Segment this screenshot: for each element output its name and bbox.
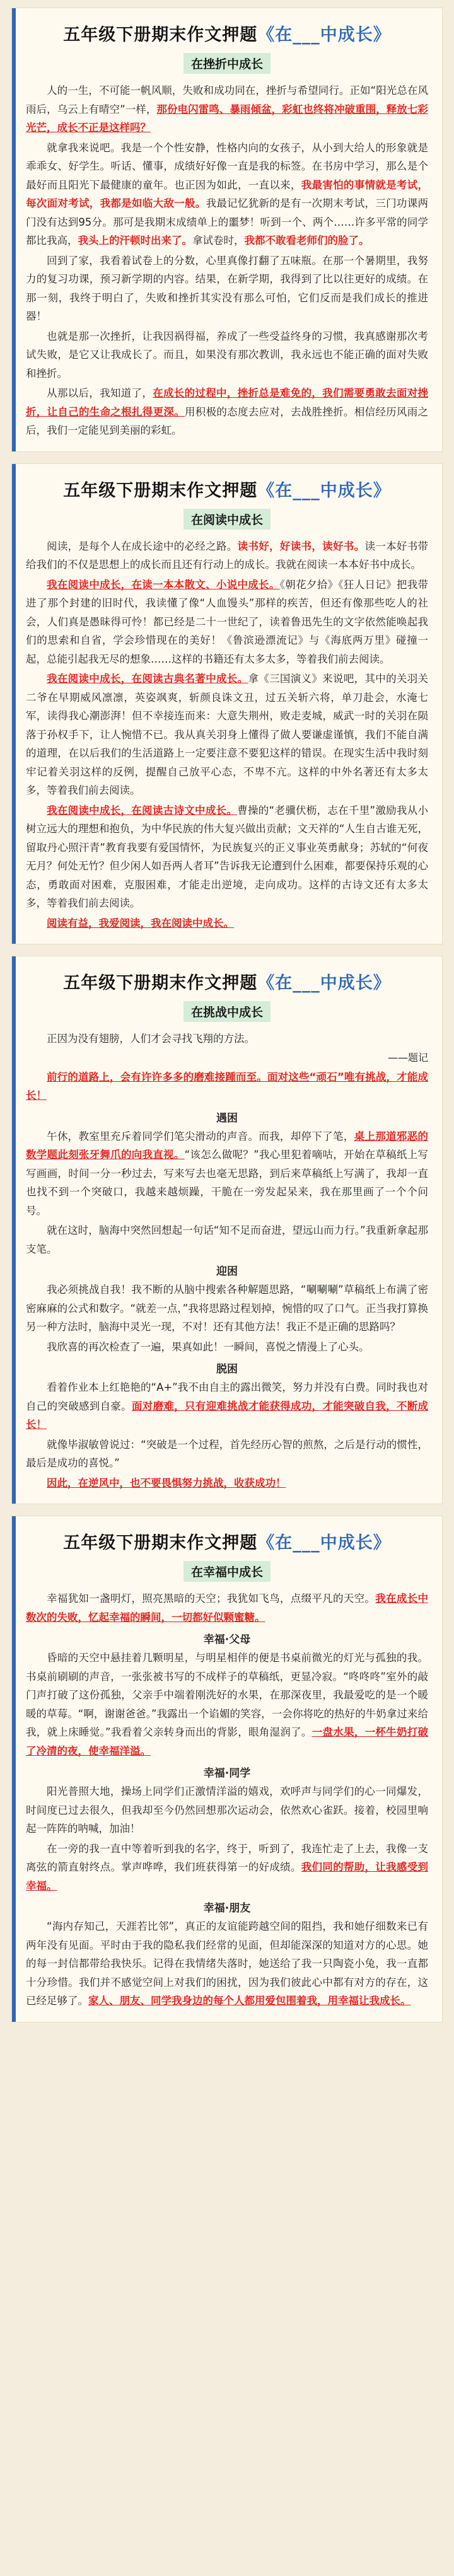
emphasis-text: 桌上那道邪恶的数学题此刻张牙舞爪的向我直视。 — [26, 1130, 429, 1161]
epigraph-credit: ——题记 — [387, 1051, 428, 1064]
paragraph — [26, 1474, 428, 1493]
title-prefix: 五年级下册期末作文押题 — [63, 973, 258, 993]
body-text: 我必须挑战自我！我不断的从脑中搜索各种解题思路，“唰唰唰”草稿纸上布满了密密麻麻的公式和数字。“就差一点，”我将思路过程划掉，惋惜的叹了口气。正当我打算换另一种方法时，脑海中灵光一现，不对！还有其他方法！我正不是正确的思路吗？ — [26, 1284, 428, 1333]
paragraph — [26, 914, 428, 933]
body-text: 拿试卷时， — [192, 235, 245, 247]
emphasis-text: 阅读有益，我爱阅读，我在阅读中成长。 — [47, 917, 234, 929]
section-heading: 幸福·同学 — [203, 1767, 251, 1780]
emphasis-text: 我在阅读中成长，在阅读古诗文中成长。 — [47, 804, 238, 816]
essay-body-section — [26, 1378, 428, 1492]
paragraph — [26, 384, 428, 440]
body-text: 曹操的“老骥伏枥，志在千里”激励我从小树立远大的理想和抱负，为中华民族的伟大复兴做出贡献；文天祥的“人生自古谁无死，留取丹心照汗青”教育我要有爱国情怀，为民族复兴的正义事业英勇献身；苏轼的“何夜无月？何处无竹？但少闲人如吾两人者耳”告诉我无论遭到什么困难，都要保持乐观的心态，勇敢面对困难，克服困难，才能走出逆境，走向成功。这样的古诗文还有太多太多，等着我们前去阅读。 — [26, 804, 428, 909]
body-text: “海内存知己，天涯若比邻”，真正的友谊能跨越空间的阻挡，我和她仔细数来已有两年没有见面。平时由于我的隐私我们经常的见面，但却能深深的知道对方的心思。她的每一封信都带给我快乐。记得在我情绪失落时，她送给了我一只陶瓷小兔，我一直都十分珍惜。我们并不感觉空间上对我们的困扰，因为我们彼此心中都有对方的存在，这已经足够了。 — [26, 1920, 428, 2007]
paragraph — [26, 670, 428, 800]
essay-body-intro — [26, 1589, 428, 1627]
paragraph — [26, 81, 428, 137]
essay-card-reading — [11, 463, 443, 945]
emphasis-text: 因此，在逆风中，也不要畏惧努力挑战，收获成功！ — [47, 1477, 286, 1489]
essay-body — [26, 81, 428, 440]
body-text: 阳光普照大地，操场上同学们正激情洋溢的嬉戏，欢呼声与同学们的心一同爆发，时间度已过去很久，但我却至今仍然回想那次运动会，依然欢心雀跃。接着，校园里响起一阵阵的呐喊，加油！ — [26, 1785, 428, 1835]
emphasis-text: 我在阅读中成长，在读一本本散文、小说中成长。 — [47, 578, 280, 591]
card-title — [26, 1529, 428, 1553]
paragraph — [26, 139, 428, 250]
emphasis-text: 面对磨难，只有迎难挑战才能获得成功，才能突破自我，不断成长！ — [26, 1400, 429, 1430]
emphasis-text: 读书好，好读书，读好书。 — [237, 540, 365, 552]
body-text: 就拿我来说吧。我是一个个性安静，性格内向的女孩子，从小到大给人的形象就是乖乖女、好学生。听话、懂事，成绩好好像一直是我的标签。在书房中学习，那么是个最好而且阳光下最健康的童年。也正因为如此，一直以来， — [26, 141, 428, 191]
essay-body-section — [26, 1280, 428, 1356]
paragraph — [26, 1782, 428, 1838]
emphasis-text: 我们同的帮助，让我感受到幸福。 — [26, 1861, 429, 1892]
paragraph — [26, 1221, 428, 1258]
body-text: 就在这时，脑海中突然回想起一句话“知不足而奋进，望远山而力行。”我重新拿起那支笔。 — [26, 1224, 428, 1255]
card-accent-bar — [12, 956, 16, 1504]
paragraph — [26, 1840, 428, 1896]
body-text: 我最记忆犹新的是有一次期末考试，三门功课两门没有达到95分。那可是我期末成绩单上的噩梦！听到一个、两个……许多平常的同学都比我高， — [26, 197, 429, 247]
card-accent-bar — [12, 8, 16, 451]
paragraph — [26, 1649, 428, 1760]
body-text: 午休，教室里充斥着同学们笔尖滑动的声音。而我，却停下了笔， — [47, 1130, 354, 1142]
page — [0, 8, 454, 2022]
epigraph: 正因为没有翅膀，人们才会寻找飞翔的方法。 — [47, 1033, 255, 1045]
emphasis-text: 家人、朋友、同学我身边的每个人都用爱包围着我，用幸福让我成长。 — [88, 1995, 411, 2007]
paragraph — [26, 801, 428, 913]
essay-body-section — [26, 1917, 428, 2010]
emphasis-text: 我在成长中数次的失败，忆起幸福的瞬间，一切都好似颗蜜糖。 — [26, 1593, 429, 1623]
paragraph — [26, 1436, 428, 1473]
essay-body-section — [26, 1782, 428, 1895]
essay-subtitle: 在挫折中成长 — [183, 53, 271, 74]
body-text: “该怎么做呢？”我心里犯着嘀咕，开始在草稿纸上写写画画，时间一分一秒过去，写来写去也毫无思路，到后来草稿纸上写满了，我却一直也找不到一个突破口，我越来越烦躁，干脆在一旁发起呆来，我在那里画了一个个问号。 — [26, 1149, 428, 1217]
essay-subtitle: 在挑战中成长 — [183, 1001, 271, 1022]
section-heading: 迎困 — [216, 1265, 238, 1278]
paragraph — [26, 1917, 428, 2010]
body-text: 从那以后，我知道了， — [47, 387, 153, 399]
emphasis-text: 一盘水果，一杯牛奶打破了冷清的夜，使幸福洋溢。 — [26, 1726, 428, 1757]
title-prefix: 五年级下册期末作文押题 — [63, 480, 258, 501]
emphasis-text: 我最害怕的事情就是考试，每次面对考试，我都是如临大敌一般。 — [26, 178, 429, 209]
body-text: 拿《三国演义》来说吧，其中的关羽关二爷在早期威风凛凛，英姿飒爽，斩颜良诛文丑，过五关斩六将，单刀赴会，水淹七军，读得我心潮澎湃！但不幸接连而来：大意失荆州，败走麦城，威武一时的关羽在陨落于孙权手下，让人惋惜不已。我从真关羽身上懂得了做人要谦虚谨慎，我们不能自满的道理，在以后我们的生活道路上一定要注意不要犯这样的错误。在现实生活中我时刻牢记着关羽这样的反例，提醒自己放平心态，不卑不亢。这样的中外名著还有太多太多，等着我们前去阅读。 — [26, 673, 429, 796]
essay-subtitle: 在阅读中成长 — [183, 509, 271, 530]
title-highlight: 《在___中成长》 — [257, 480, 391, 501]
section-heading: 脱困 — [216, 1363, 238, 1376]
paragraph — [26, 327, 428, 383]
section-heading: 遇困 — [216, 1111, 238, 1125]
paragraph — [26, 1280, 428, 1337]
emphasis-text: 我头上的汗顿时出来了。 — [78, 235, 192, 247]
essay-card-challenge — [11, 956, 443, 1504]
emphasis-text: 那份电闪雷鸣、暴雨倾盆，彩虹也终将冲破重围，释放七彩光芒，成长不正是这样吗？ — [26, 103, 428, 134]
essay-subtitle: 在幸福中成长 — [183, 1561, 271, 1582]
essay-body-section — [26, 1649, 428, 1760]
body-text: 也就是那一次挫折，让我因祸得福，养成了一些受益终身的习惯，我真感谢那次考试失败，是它又让我成长了。而且，如果没有那次教训，我永远也不能正确的面对失败和挫折。 — [26, 330, 428, 380]
body-text: 阅读，是每个人在成长途中的必经之路。 — [47, 540, 238, 552]
paragraph — [26, 1589, 428, 1627]
paragraph — [26, 252, 428, 326]
body-text: 我欣喜的再次检查了一遍，果真如此！一瞬间，喜悦之情漫上了心头。 — [47, 1340, 370, 1353]
body-text: 回到了家，我看着试卷上的分数，心里真像打翻了五味瓶。在那一个暑期里，我努力的复习功课，预习新学期的内容。结果，在新学期，我得到了比以往更好的成绩。在那一刻，我终于明白了，失败和挫折其实没有那么可怕，它们反而是我们成长的推进器！ — [26, 254, 428, 322]
card-accent-bar — [12, 1516, 16, 2022]
emphasis-text: 前行的道路上，会有许许多多的磨难接踵而至。面对这些“顽石”唯有挑战，才能成长！ — [26, 1070, 428, 1101]
title-highlight: 《在___中成长》 — [257, 25, 391, 45]
essay-body-section — [26, 1127, 428, 1259]
card-accent-bar — [12, 464, 16, 944]
body-text: 在一旁的我一直中等着听到我的名字，终于，听到了，我连忙走了上去，我像一支离弦的箭直射终点。掌声哗哗，我们班获得第一的好成绩。 — [26, 1842, 428, 1873]
emphasis-text: 在成长的过程中，挫折总是难免的，我们需要勇敢去面对挫折，让自己的生命之根扎得更深。 — [26, 387, 429, 418]
body-text: 幸福犹如一盏明灯，照亮黑暗的天空；我犹如飞鸟，点缀平凡的天空。 — [47, 1593, 376, 1604]
paragraph — [26, 1338, 428, 1357]
emphasis-text: 我在阅读中成长，在阅读古典名著中成长。 — [47, 673, 248, 685]
title-prefix: 五年级下册期末作文押题 — [63, 25, 258, 45]
paragraph — [26, 537, 428, 574]
body-text: 《朝花夕拾》《狂人日记》把我带进了那个封建的旧时代，我读懂了像“人血馒头”那样的疾苦，但还有像那些吃人的社会，人们真是愚昧得可怜！都已经是二十一世纪了，读着鲁迅先生的文字依然能唤起我们的思索和自省，学会珍惜现在的美好！《鲁滨逊漂流记》与《海底两万里》碰撞一起，总能引起我无尽的想象……这样的书籍还有太多太多，等着我们前去阅读。 — [26, 578, 429, 665]
section-heading: 幸福·朋友 — [203, 1902, 251, 1915]
body-text: 昏暗的天空中悬挂着几颗明星，与明星相伴的便是书桌前微光的灯光与孤独的我。书桌前刷刷的声音，一张张被书写的不成样子的草稿纸，更显冷寂。“咚咚咚”室外的敲门声打破了这份孤独，父亲手中端着刚洗好的水果，在那深夜里，我最爱吃的是一个暖暖的草莓。“啊，谢谢爸爸。”我露出一个谄媚的笑容，一会你将吃的热好的牛奶拿过来给我，就上床睡觉。”我看着父亲转身而出的背影，眼角湿润了。 — [26, 1652, 428, 1738]
paragraph — [26, 1127, 428, 1221]
card-title — [26, 477, 428, 501]
body-text: 读一本好书带给我们的不仅是思想上的成长而且还有行动上的成长。我就在阅读一本本好书中成长。 — [26, 540, 429, 571]
title-highlight: 《在___中成长》 — [257, 973, 391, 993]
emphasis-text: 我都不敢看老师们的脸了。 — [244, 235, 370, 247]
body-text: 就像毕淑敏曾说过：“突破是一个过程，首先经历心智的煎熬，之后是行动的惯性，最后是成功的喜悦。” — [26, 1438, 428, 1469]
title-prefix: 五年级下册期末作文押题 — [63, 1533, 258, 1553]
essay-body — [26, 537, 428, 933]
paragraph — [26, 1068, 428, 1105]
essay-body-intro — [26, 1068, 428, 1105]
essay-card-happiness — [11, 1516, 443, 2022]
paragraph — [26, 1378, 428, 1434]
card-title — [26, 969, 428, 994]
paragraph — [26, 576, 428, 669]
body-text: 用积极的态度去应对，去战胜挫折。相信经历风雨之后，我们一定能见到美丽的彩虹。 — [26, 405, 429, 436]
title-highlight: 《在___中成长》 — [257, 1533, 391, 1553]
body-text: 人的一生，不可能一帆风顺，失败和成功同在，挫折与希望同行。正如“阳光总在风雨后，乌云上有晴空”一样， — [26, 84, 428, 115]
body-text: 看着作业本上红艳艳的“A+”我不由自主的露出微笑，努力并没有白费。同时我也对自己的突破感到自豪。 — [26, 1381, 428, 1412]
essay-card-setback — [11, 8, 443, 452]
section-heading: 幸福·父母 — [203, 1633, 251, 1646]
card-title — [26, 21, 428, 45]
